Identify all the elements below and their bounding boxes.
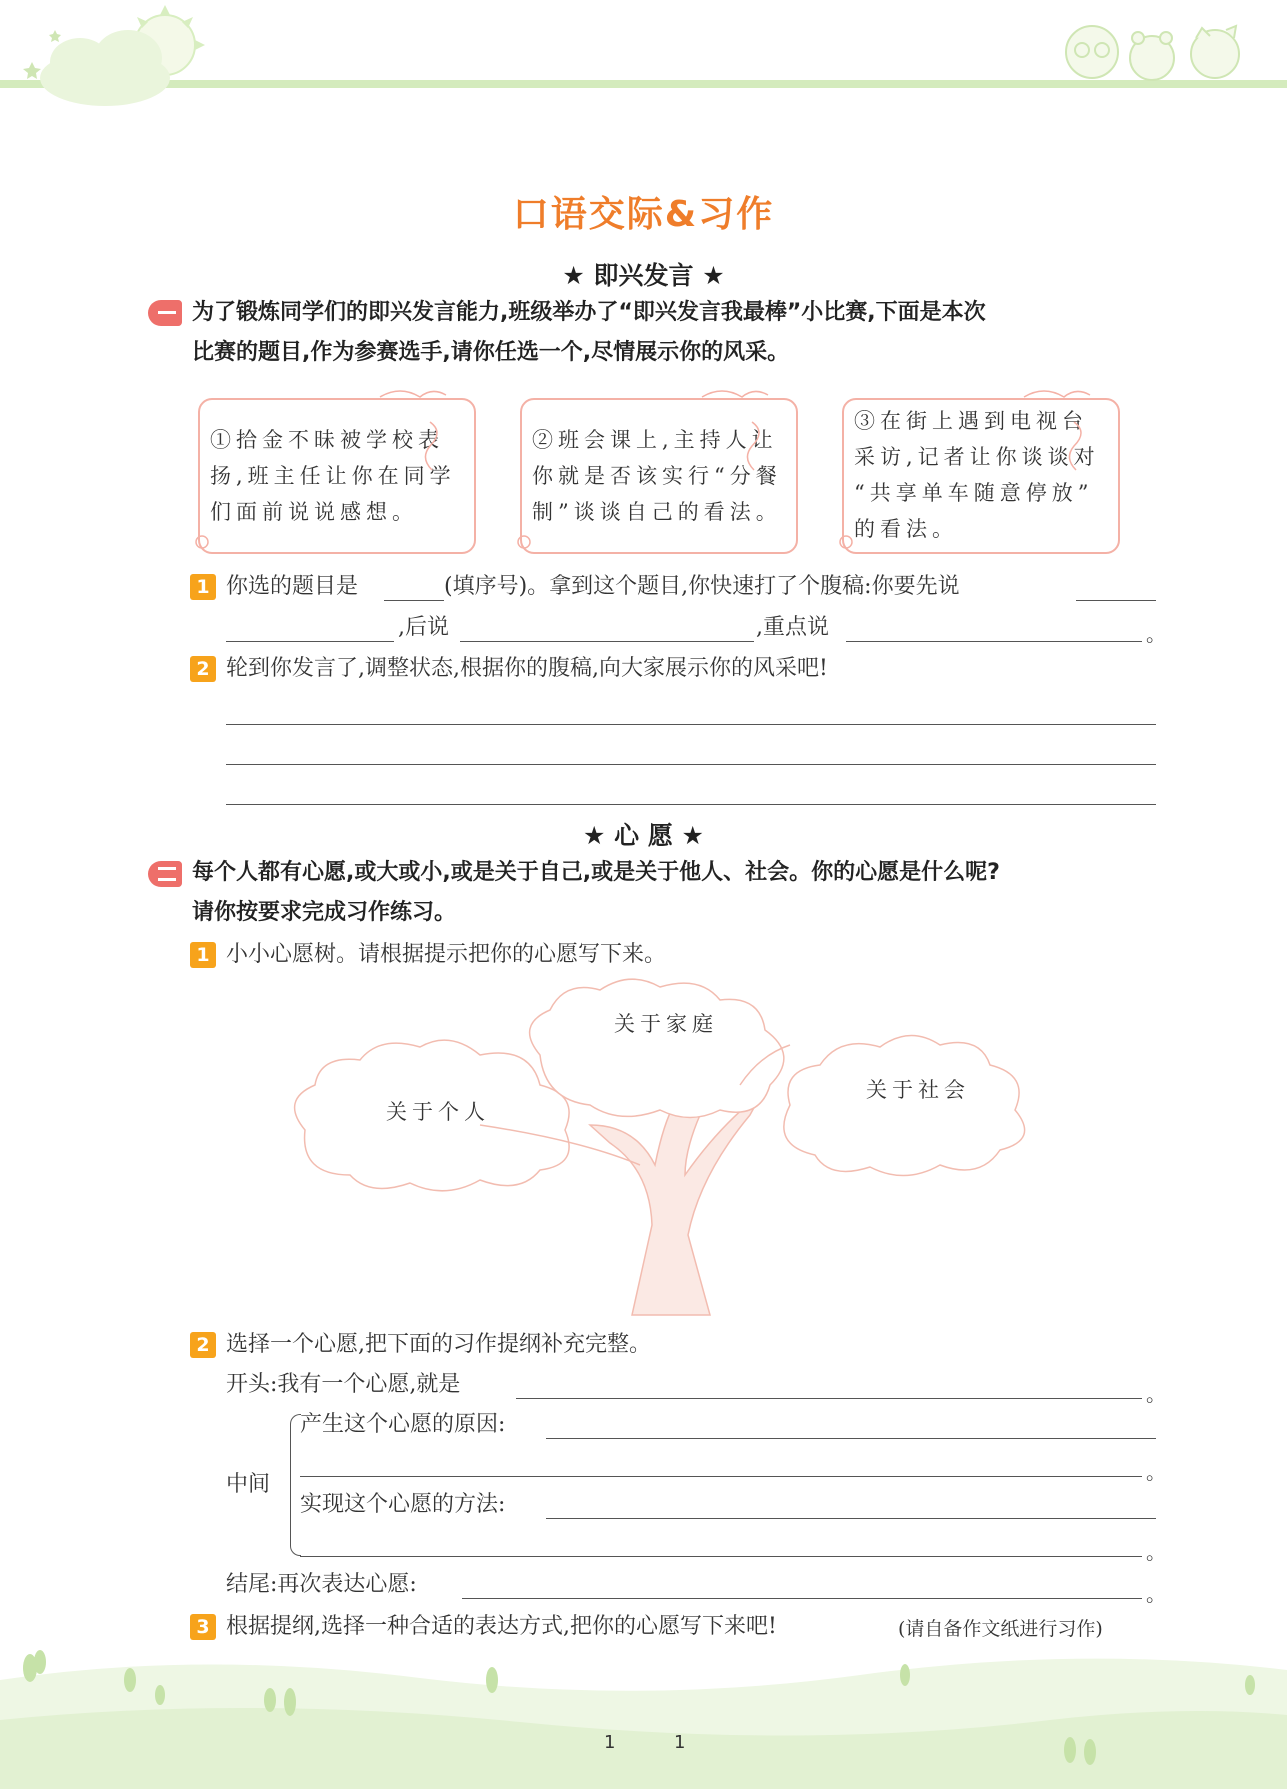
page-number-left: 1 — [604, 1732, 616, 1753]
tree-label-society: 关于社会 — [866, 1078, 970, 1102]
topic-text: “共享单车随意停放” — [854, 481, 1094, 505]
topic-text: 采访,记者让你谈谈对 — [854, 445, 1100, 469]
question-text: (填序号)。拿到这个题目,你快速打了个腹稿:你要先说 — [444, 574, 960, 599]
writing-line[interactable] — [226, 804, 1156, 805]
answer-line-opening[interactable] — [516, 1398, 1142, 1399]
topic-text: 你就是否该实行“分餐 — [532, 464, 782, 488]
topic-text: 们面前说说感想。 — [210, 500, 418, 524]
section1-intro-line1: 为了锻炼同学们的即兴发言能力,班级举办了“即兴发言我最棒”小比赛,下面是本次 — [192, 300, 986, 325]
vine-decoration — [190, 382, 1160, 562]
question-number-badge: 1 — [190, 942, 216, 968]
section1-heading: ★ 即兴发言 ★ — [562, 261, 725, 290]
question-text: ,后说 — [398, 615, 449, 640]
answer-line-then[interactable] — [460, 641, 754, 642]
writing-line[interactable] — [226, 764, 1156, 765]
animal-faces-icon — [1066, 26, 1239, 80]
topic-text: 制”谈谈自己的看法。 — [532, 500, 782, 524]
cloud-icon — [40, 30, 170, 106]
answer-line-reason-cont[interactable] — [300, 1476, 1142, 1477]
section2-badge — [148, 861, 182, 887]
topic-text: ①拾金不昧被学校表 — [210, 428, 444, 452]
question-note: (请自备作文纸进行习作) — [898, 1618, 1103, 1640]
answer-line-first[interactable] — [1076, 600, 1156, 601]
section1-badge — [148, 300, 182, 326]
topic-text: 扬,班主任让你在同学 — [210, 464, 456, 488]
question-text: 根据提纲,选择一种合适的表达方式,把你的心愿写下来吧! — [226, 1614, 777, 1639]
section2-heading: ★ 心 愿 ★ — [583, 821, 704, 850]
cloud-top — [530, 979, 784, 1117]
answer-line-reason[interactable] — [546, 1438, 1156, 1439]
answer-line-topic-number[interactable] — [384, 600, 444, 601]
period: 。 — [1146, 622, 1166, 646]
period: 。 — [1146, 1540, 1166, 1564]
section2-intro-line1: 每个人都有心愿,或大或小,或是关于自己,或是关于他人、社会。你的心愿是什么呢? — [192, 860, 1000, 885]
question-text: 选择一个心愿,把下面的习作提纲补充完整。 — [226, 1332, 651, 1357]
header-decoration — [0, 0, 1287, 110]
answer-line-focus[interactable] — [846, 641, 1142, 642]
cloud-right — [784, 1035, 1025, 1175]
answer-line-first-cont[interactable] — [226, 641, 394, 642]
question-text: 小小心愿树。请根据提示把你的心愿写下来。 — [226, 942, 667, 967]
page-title: 口语交际&习作 — [512, 194, 775, 235]
section1-intro-line2: 比赛的题目,作为参赛选手,请你任选一个,尽情展示你的风采。 — [192, 340, 790, 365]
question-number-badge: 1 — [190, 574, 216, 600]
outline-opening-label: 开头:我有一个心愿,就是 — [226, 1372, 461, 1397]
writing-line[interactable] — [226, 724, 1156, 725]
tree-label-personal: 关于个人 — [386, 1100, 490, 1124]
tree-trunk — [590, 1093, 762, 1315]
outline-method-label: 实现这个心愿的方法: — [300, 1492, 506, 1517]
topic-text: ②班会课上,主持人让 — [532, 428, 778, 452]
question-text: 轮到你发言了,调整状态,根据你的腹稿,向大家展示你的风采吧! — [226, 656, 828, 681]
footer-landscape — [0, 1640, 1287, 1789]
answer-line-method[interactable] — [546, 1518, 1156, 1519]
outline-middle-label: 中间 — [226, 1472, 271, 1497]
period: 。 — [1146, 1382, 1166, 1406]
period: 。 — [1146, 1460, 1166, 1484]
period: 。 — [1146, 1582, 1166, 1606]
question-text: ,重点说 — [756, 615, 829, 640]
topic-text: ③在街上遇到电视台 — [854, 409, 1088, 433]
answer-line-ending[interactable] — [462, 1598, 1142, 1599]
section2-intro-line2: 请你按要求完成习作练习。 — [192, 900, 457, 925]
question-number-badge: 2 — [190, 656, 216, 682]
question-number-badge: 2 — [190, 1332, 216, 1358]
outline-ending-label: 结尾:再次表达心愿: — [226, 1572, 417, 1597]
outline-reason-label: 产生这个心愿的原因: — [300, 1412, 506, 1437]
answer-line-method-cont[interactable] — [300, 1556, 1142, 1557]
page-number-right: 1 — [674, 1732, 686, 1753]
tree-label-family: 关于家庭 — [614, 1012, 718, 1036]
question-text: 你选的题目是 — [226, 574, 359, 599]
topic-text: 的看法。 — [854, 517, 958, 541]
question-number-badge: 3 — [190, 1614, 216, 1640]
